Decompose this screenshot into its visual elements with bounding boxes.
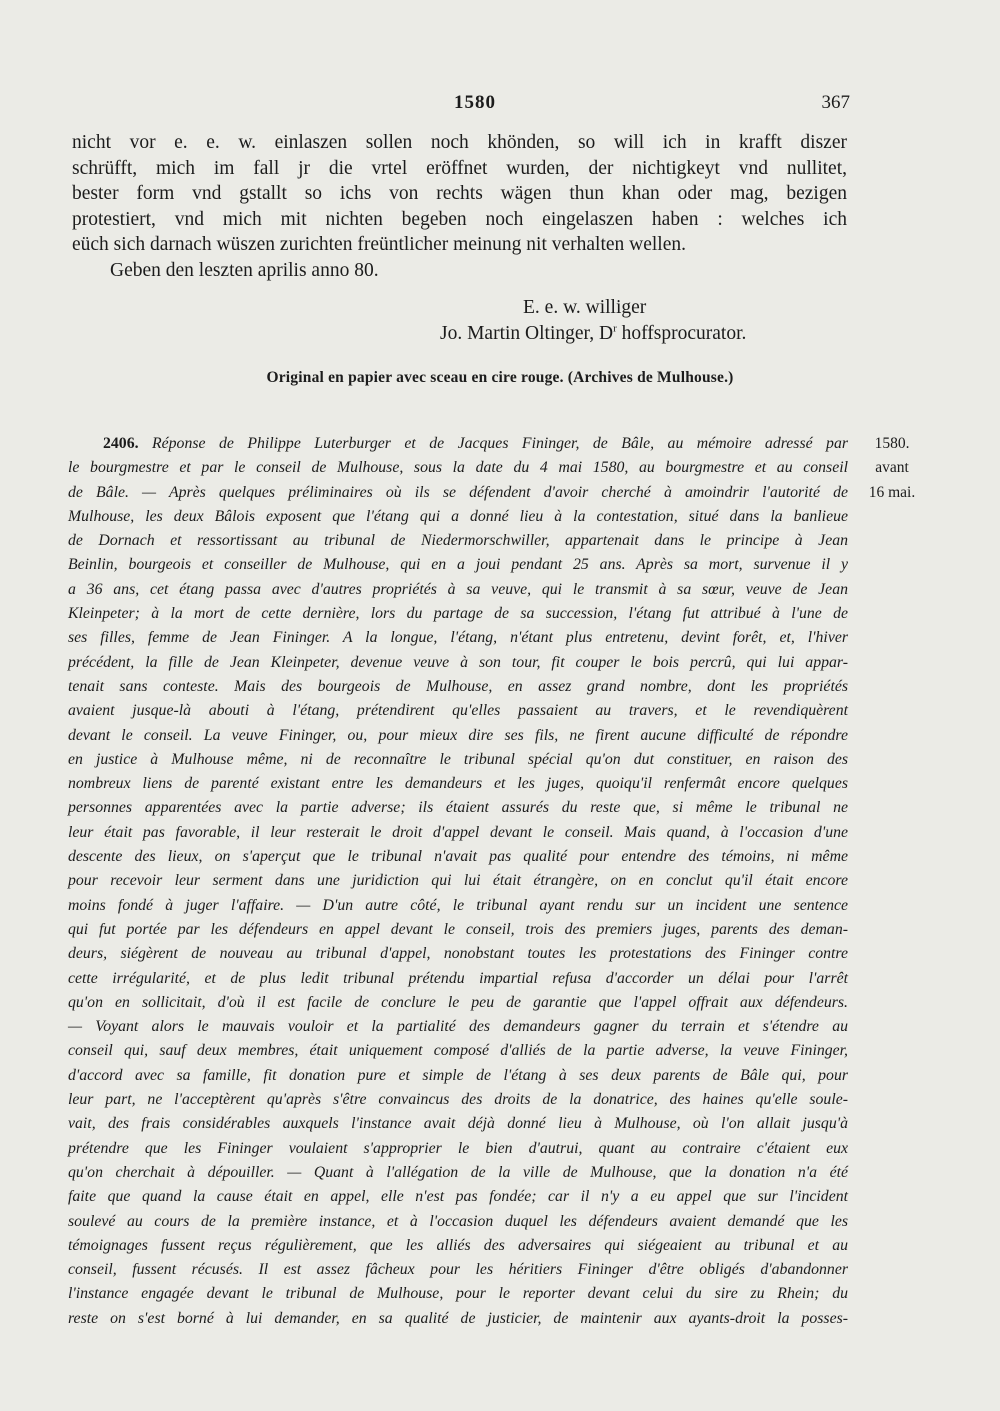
entry-line: reste on s'est borné à lui demander, en sa qualité de justicier, de maintenir aux ayants-droit la posses- bbox=[68, 1309, 848, 1327]
entry-line: leur était pas favorable, il leur resterait le droit d'appel devant le conseil. Mais quand, à l'occasion d'une bbox=[68, 823, 848, 841]
entry-line: devant le conseil. La veuve Fininger, ou, pour mieux dire ses fils, ne firent aucune difficulté de répondre bbox=[68, 726, 848, 744]
entry-line: d'accord avec sa famille, fit donation pure et simple de l'étang à ses deux parents de Bâle qui, pour bbox=[68, 1066, 848, 1084]
entry-line: qu'on cherchait à dépouiller. — Quant à l'allégation de la ville de Mulhouse, que la donation n'a été bbox=[68, 1163, 848, 1181]
entry-line: en justice à Mulhouse même, ni de reconnaître le tribunal spécial qu'on dut constituer, en raison des bbox=[68, 750, 848, 768]
entry-line: l'instance engagée devant le tribunal de Mulhouse, pour le reporter devant celui du sire zu Rhein; du bbox=[68, 1285, 848, 1303]
entry-line: qui fut portée par les défendeurs en appel devant le conseil, trois des premiers juges, parents des deman- bbox=[68, 920, 848, 938]
entry-line: de Bâle. — Après quelques préliminaires où ils se défendent d'avoir cherché à amoindrir l'autorité de bbox=[68, 483, 848, 501]
entry-2406 bbox=[68, 432, 848, 1331]
entry-line: descente des lieux, on s'aperçut que le tribunal n'avait pas qualité pour entendre des témoins, ni même bbox=[68, 848, 848, 866]
letter-line: protestiert, vnd mich mit nichten begeben noch eingelaszen haben : welches ich bbox=[72, 208, 847, 230]
entry-line: avaient jusque-là abouti à l'étang, prétendirent qu'elles passaient au travers, et le revendiquèrent bbox=[68, 702, 848, 720]
entry-line: précédent, la fille de Jean Kleinpeter, devenue veuve à son tour, fit couper le bois percrû, qui lui appar- bbox=[68, 653, 848, 671]
margin-date-line: 1580. bbox=[874, 435, 910, 452]
entry-line: le bourgmestre et par le conseil de Mulhouse, sous la date du 4 mai 1580, au bourgmestre et au conseil bbox=[68, 459, 848, 477]
letter-date-line: Geben den leszten aprilis anno 80. bbox=[110, 259, 379, 281]
letter-line: eüch sich darnach wüszen zurichten freüntlicher meinung nit verhalten wellen. bbox=[72, 234, 687, 255]
running-header-year: 1580 bbox=[454, 92, 496, 113]
page-number: 367 bbox=[821, 92, 850, 113]
entry-line: personnes apparentées avec la partie adverse; ils étaient assurés du reste que, si même le tribunal ne bbox=[68, 799, 848, 817]
entry-line: conseil, fussent récusés. Il est assez fâcheux pour les héritiers Fininger d'être obligés d'abandonner bbox=[68, 1261, 848, 1279]
entry-line: faite que quand la cause était en appel, elle n'est pas fondée; car il n'y a eu appel que sur l'incident bbox=[68, 1188, 848, 1206]
signature-closing: E. e. w. williger bbox=[523, 297, 647, 318]
entry-line: Mulhouse, les deux Bâlois exposent que l'étang qui a donné lieu à la contestation, situé dans la banlieue bbox=[68, 507, 848, 525]
entry-line: — Voyant alors le mauvais vouloir et la partialité des demandeurs gagner du terrain et s'étendre au bbox=[68, 1018, 848, 1036]
entry-line: moins fondé à juger l'affaire. — D'un autre côté, le tribunal ayant rendu sur un incident une sentence bbox=[68, 896, 848, 914]
margin-date-line: 16 mai. bbox=[868, 483, 916, 501]
letter-line: schrüfft, mich im fall jr die vrtel eröffnet wurden, der nichtigkeyt vnd nullitet, bbox=[72, 157, 847, 179]
signature-name: Jo. Martin Oltinger, $D^r$ hoffsprocurator. bbox=[440, 322, 747, 344]
entry-line: cette irrégularité, et de plus ledit tribunal prétendu impartial refusa d'accorder un délai pour l'arrêt bbox=[68, 969, 848, 987]
letter-line: bester form vnd gstallt so ichs von rechts wägen thun khan oder mag, bezigen bbox=[72, 183, 847, 204]
entry-first-line: 2406. Réponse de Philippe Luterburger et de Jacques Fininger, de Bâle, au mémoire adressé par bbox=[103, 435, 848, 452]
source-note: Original en papier avec sceau en cire rouge. (Archives de Mulhouse.) bbox=[266, 369, 734, 386]
entry-line: Kleinpeter; à la mort de cette dernière, lors du partage de sa succession, l'étang fut attribué à l'une de bbox=[68, 605, 848, 623]
entry-body bbox=[68, 456, 848, 1331]
margin-date-line: avant bbox=[875, 459, 909, 477]
entry-number: 2406. bbox=[103, 435, 139, 452]
entry-line: qu'on en sollicitait, d'où il est facile de conclure le peu de garantie que l'appel offrait aux défendeurs. bbox=[68, 993, 848, 1011]
entry-line: vait, des frais considérables auxquels l'instance avait déjà donné lieu à Mulhouse, où l'on allait jusqu'à bbox=[68, 1115, 848, 1133]
letter-line: nicht vor e. e. w. einlaszen sollen noch khönden, so will ich in krafft diszer bbox=[72, 132, 847, 153]
entry-line: prétendre que les Fininger voulaient s'approprier le bien d'autrui, quant au contraire c'étaient eux bbox=[68, 1139, 848, 1157]
margin-date bbox=[862, 432, 922, 505]
entry-line: Beinlin, bourgeois et conseiller de Mulhouse, qui en a joui pendant 25 ans. Après sa mort, survenue il y bbox=[68, 556, 848, 574]
letter-text bbox=[72, 130, 847, 283]
entry-line: soulevé au cours de la première instance, et à l'occasion duquel les défendeurs avaient demandé que les bbox=[68, 1212, 848, 1230]
entry-line: témoignages fussent reçus régulièrement, que les alliés des adversaires qui siégeaient au tribunal et au bbox=[68, 1236, 848, 1254]
entry-line: nombreux liens de parenté existant entre les demandeurs et les juges, quoiqu'il renfermât encore quelques bbox=[68, 775, 848, 793]
entry-line: tenait sans conteste. Mais des bourgeois de Mulhouse, en assez grand nombre, dont les propriétés bbox=[68, 677, 848, 695]
entry-line: leur part, ne l'acceptèrent qu'après s'être convaincus des droits de la donatrice, des haines qu'elle soule- bbox=[68, 1091, 848, 1109]
entry-line: deurs, siégèrent de nouveau au tribunal d'appel, nonobstant toutes les protestations des Fininger contre bbox=[68, 945, 848, 963]
entry-line: conseil qui, sauf deux membres, était uniquement composé d'alliés de la partie adverse, la veuve Fininger, bbox=[68, 1042, 848, 1060]
entry-line: ses filles, femme de Jean Fininger. A la longue, l'étang, n'étant plus entretenu, devint forêt, et, l'hiver bbox=[68, 629, 848, 647]
entry-line: de Dornach et ressortissant au tribunal de Niedermorschwiller, appartenait dans le principe à Jean bbox=[68, 532, 848, 550]
entry-line: a 36 ans, cet étang passa avec d'autres propriétés à sa veuve, qui le transmit à sa sœur, veuve de Jean bbox=[68, 580, 848, 598]
entry-line: pour recevoir leur serment dans une juridiction qui lui était étrangère, on en conclut qu'il était encore bbox=[68, 872, 848, 890]
